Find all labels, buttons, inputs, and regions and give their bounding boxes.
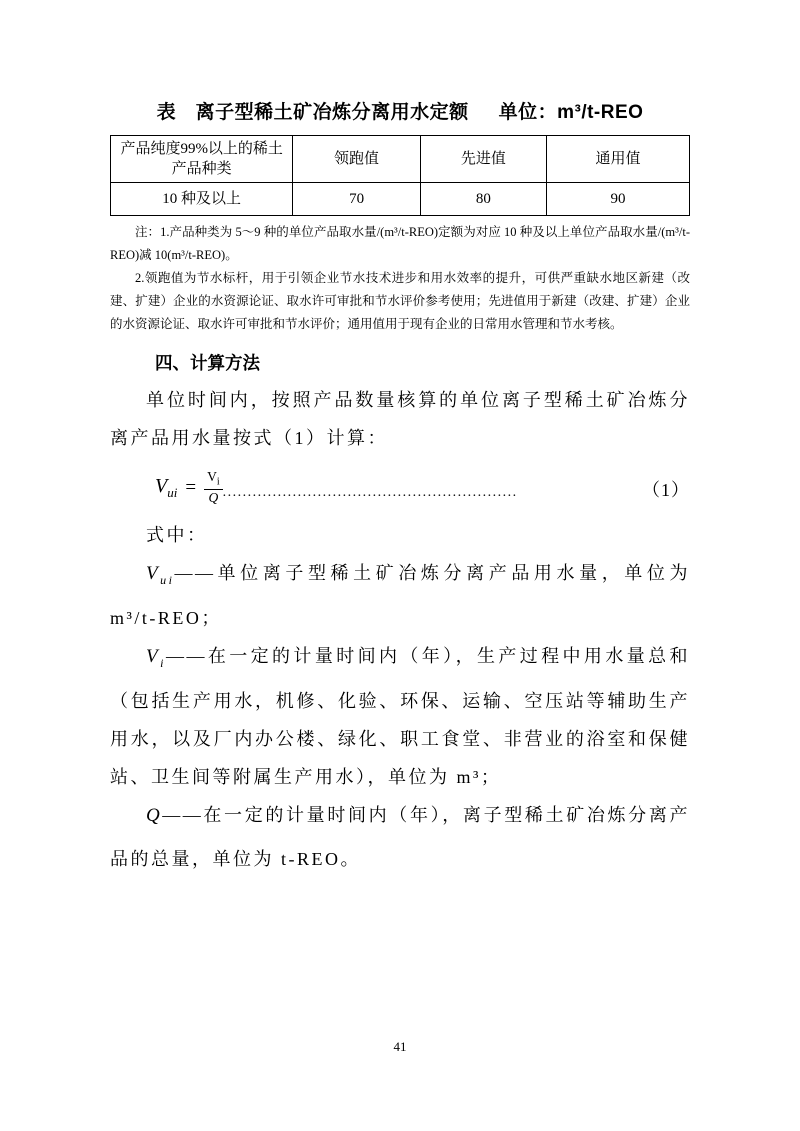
formula-lhs [155, 475, 177, 501]
formula-lhs-base: V [155, 475, 168, 497]
definition-vui-text: ——单位离子型稀土矿冶炼分离产品用水量，单位为 m³/t-REO； [110, 563, 690, 628]
formula-numerator-base: V [207, 469, 217, 485]
table-unit-label: 单位：m³/t-REO [498, 102, 644, 123]
definition-q-text: ——在一定的计量时间内（年），离子型稀土矿冶炼分离产品的总量，单位为 t-REO。 [110, 804, 690, 870]
formula-denominator: Q [208, 489, 219, 505]
table-notes [110, 221, 690, 336]
definition-vi [110, 637, 690, 796]
symbol-vi-subscript: i [160, 655, 166, 670]
table-title: 表 离子型稀土矿冶炼分离用水定额 [156, 102, 469, 123]
definition-vui [110, 554, 690, 637]
formula-equation-number: （1） [642, 480, 690, 500]
formula-numerator-subscript: i [216, 476, 220, 488]
header-product-category: 产品纯度99%以上的稀土产品种类 [111, 136, 293, 183]
formula-fraction [204, 470, 223, 506]
header-advanced-value: 先进值 [420, 136, 546, 183]
symbol-vui-subscript: ui [160, 572, 175, 587]
page-content [110, 0, 690, 878]
cell-category: 10 种及以上 [111, 183, 293, 216]
definition-vi-text: ——在一定的计量时间内（年），生产过程中用水量总和（包括生产用水，机修、化验、环保、运输、空压站等辅助生产用水，以及厂内办公楼、绿化、职工食堂、非营业的浴室和保健站、卫生间等附属生产用水），单位为 m³； [110, 645, 690, 787]
note-2: 2.领跑值为节水标杆，用于引领企业节水技术进步和用水效率的提升，可供严重缺水地区新建（改建、扩建）企业的水资源论证、取水许可审批和节水评价参考使用；先进值用于新建（改建、扩建）企业的水资源论证、取水许可审批和节水评价；通用值用于现有企业的日常用水管理和节水考核。 [110, 271, 690, 331]
formula-numerator [204, 470, 223, 490]
section-heading-calculation-method: 四、计算方法 [155, 353, 260, 373]
header-leading-value: 领跑值 [293, 136, 420, 183]
symbol-vui [146, 563, 175, 587]
table-header-row [111, 136, 690, 183]
header-general-value: 通用值 [546, 136, 689, 183]
note-1: 注：1.产品种类为 5～9 种的单位产品取水量/(m³/t-REO)定额为对应 10 种及以上单位产品取水量/(m³/t-REO)减 10(m³/t-REO)。 [110, 225, 690, 262]
definition-q [110, 796, 690, 879]
formula-lhs-subscript: ui [167, 485, 178, 500]
symbol-vui-base: V [146, 563, 161, 584]
cell-leading: 70 [293, 183, 420, 216]
page-number: 41 [393, 1039, 407, 1054]
cell-advanced: 80 [420, 183, 546, 216]
formula-dot-leader: ........................................................... [222, 485, 518, 500]
intro-paragraph: 单位时间内，按照产品数量核算的单位离子型稀土矿冶炼分离产品用水量按式（1）计算： [110, 390, 690, 448]
symbol-q-base: Q [146, 804, 163, 826]
symbol-vi [146, 645, 166, 670]
where-label: 式中： [146, 525, 208, 545]
table-row [111, 183, 690, 216]
formula-equals-sign: = [185, 477, 197, 498]
table-title-row [110, 97, 690, 124]
formula-1 [110, 464, 690, 512]
symbol-vi-base: V [146, 645, 161, 667]
symbol-q [146, 805, 162, 826]
cell-general: 90 [546, 183, 689, 216]
water-quota-table [110, 135, 690, 216]
